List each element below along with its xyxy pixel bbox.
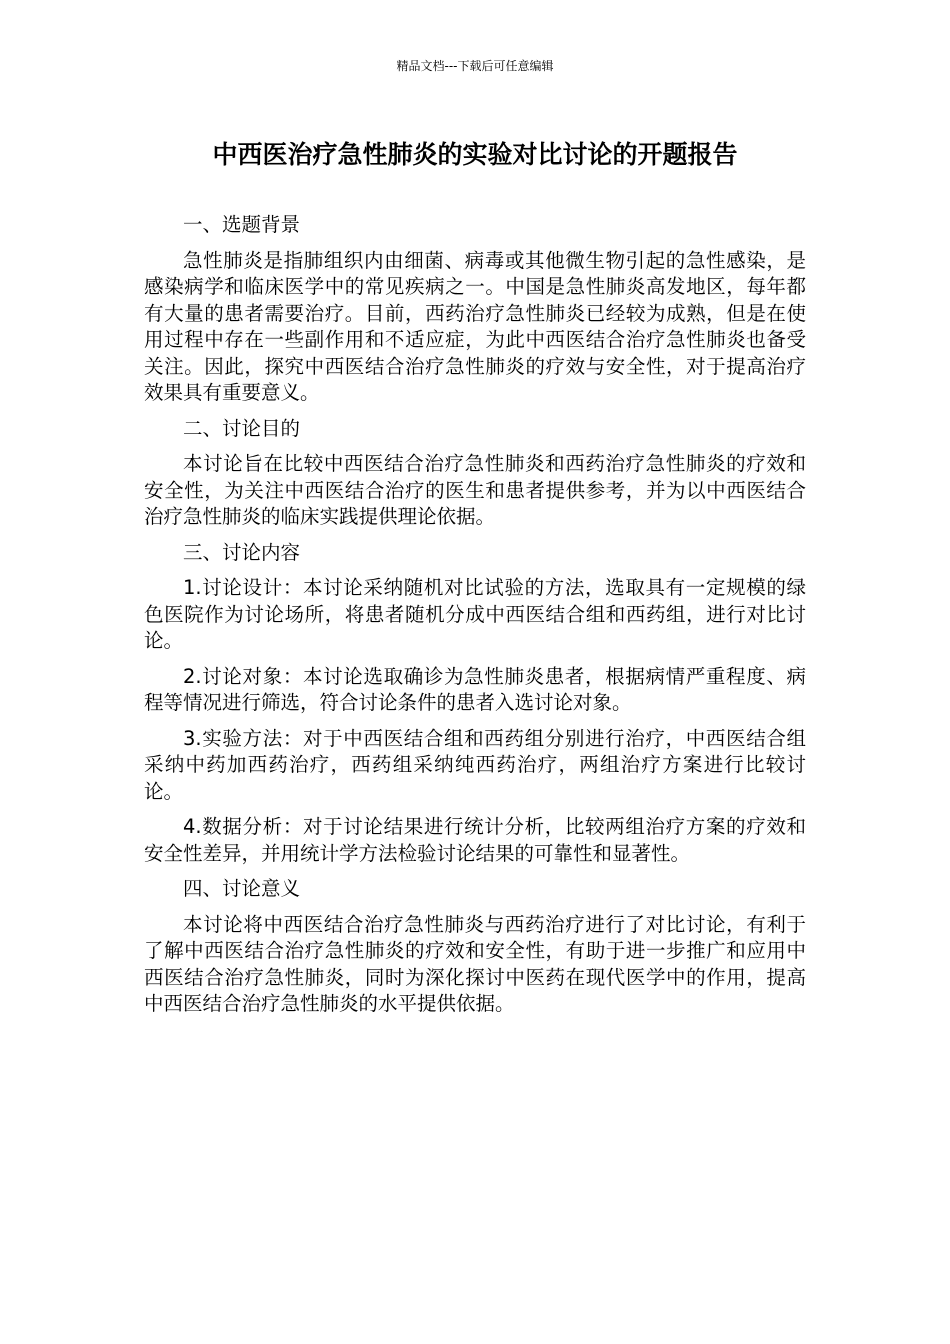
document-body (144, 212, 806, 1027)
paragraph-methods: 3.实验方法：对于中西医结合组和西药组分别进行治疗，中西医结合组采纳中药加西药治疗，西药组采纳纯西药治疗，两组治疗方案进行比较讨论。 (144, 726, 806, 803)
paragraph-analysis: 4.数据分析：对于讨论结果进行统计分析，比较两组治疗方案的疗效和安全性差异，并用统计学方法检验讨论结果的可靠性和显著性。 (144, 815, 806, 865)
paragraph-purpose: 本讨论旨在比较中西医结合治疗急性肺炎和西药治疗急性肺炎的疗效和安全性，为关注中西医结合治疗的医生和患者提供参考，并为以中西医结合治疗急性肺炎的临床实践提供理论依据。 (144, 452, 806, 528)
section-heading-purpose: 二、讨论目的 (183, 416, 301, 440)
document-title: 中西医治疗急性肺炎的实验对比讨论的开题报告 (212, 140, 738, 169)
paragraph-subjects: 2.讨论对象：本讨论选取确诊为急性肺炎患者，根据病情严重程度、病程等情况进行筛选，符合讨论条件的患者入选讨论对象。 (144, 664, 806, 714)
paragraph-significance: 本讨论将中西医结合治疗急性肺炎与西药治疗进行了对比讨论，有利于了解中西医结合治疗急性肺炎的疗效和安全性，有助于进一步推广和应用中西医结合治疗急性肺炎，同时为深化探讨中医药在现代医学中的作用，提高中西医结合治疗急性肺炎的水平提供依据。 (144, 912, 806, 1015)
section-heading-background: 一、选题背景 (183, 213, 301, 236)
paragraph-background: 急性肺炎是指肺组织内由细菌、病毒或其他微生物引起的急性感染，是感染病学和临床医学中的常见疾病之一。中国是急性肺炎高发地区，每年都有大量的患者需要治疗。目前，西药治疗急性肺炎已经较为成熟，但是在使用过程中存在一些副作用和不适应症，为此中西医结合治疗急性肺炎也备受关注。因此，探究中西医结合治疗急性肺炎的疗效与安全性，对于提高治疗效果具有重要意义。 (144, 248, 806, 404)
page-header-note: 精品文档---下载后可任意编辑 (396, 59, 554, 73)
section-heading-significance: 四、讨论意义 (183, 877, 301, 900)
section-heading-content: 三、讨论内容 (183, 540, 301, 564)
paragraph-design: 1.讨论设计：本讨论采纳随机对比试验的方法，选取具有一定规模的绿色医院作为讨论场所，将患者随机分成中西医结合组和西药组，进行对比讨论。 (144, 576, 806, 652)
